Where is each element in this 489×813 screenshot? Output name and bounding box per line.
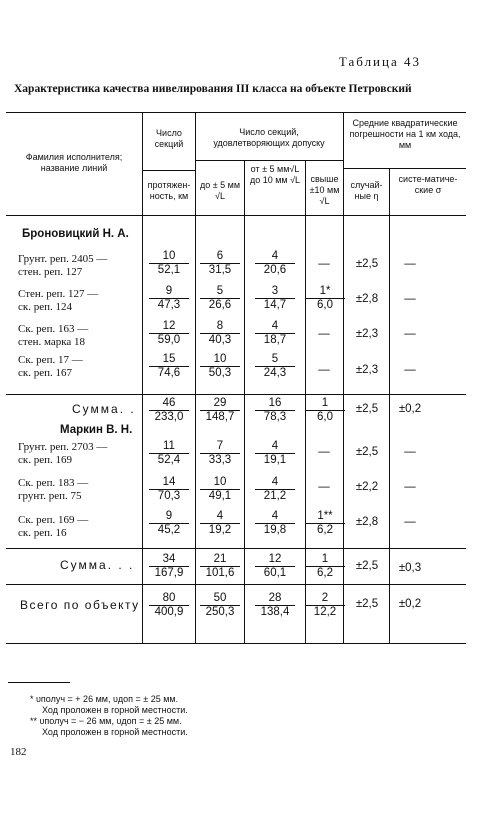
random-error: ±2,5 <box>355 403 379 415</box>
header-up-to-5: до ± 5 мм √L <box>199 180 241 201</box>
5-to-10-fraction: $\frac{3}{14,7}$ <box>255 285 295 312</box>
random-error: ±2,5 <box>355 560 379 572</box>
random-error: ±2,5 <box>355 258 379 270</box>
5-to-10-fraction: $\frac{28}{138,4}$ <box>255 592 295 619</box>
total-rule <box>6 584 466 585</box>
header-bottom-rule <box>6 215 466 216</box>
5-to-10-fraction: $\frac{4}{20,6}$ <box>255 250 295 277</box>
systematic-error: — <box>404 446 416 458</box>
up-to-5-fraction: $\frac{10}{50,3}$ <box>200 353 240 380</box>
header-random: случай-ные η <box>350 180 383 201</box>
systematic-error: — <box>404 328 416 340</box>
5-to-10-fraction: $\frac{4}{19,8}$ <box>255 510 295 537</box>
5-to-10-fraction: $\frac{4}{19,1}$ <box>255 440 295 467</box>
header-5-to-10: от ± 5 мм√L до 10 мм √L <box>249 164 301 185</box>
sections-fraction: $\frac{15}{74,6}$ <box>149 353 189 380</box>
systematic-error: — <box>404 293 416 305</box>
over-10-fraction: $\frac{1}{6,2}$ <box>305 553 345 580</box>
random-error: ±2,8 <box>355 516 379 528</box>
col-rule-3 <box>244 160 245 643</box>
line-name: Ск. реп. 17 — ск. реп. 167 <box>18 354 83 379</box>
sum-label: Сумма. . . <box>60 558 135 572</box>
line-name: Ск. реп. 183 — грунт. реп. 75 <box>18 477 89 502</box>
sum-label: Сумма. . <box>72 402 136 416</box>
over-10-value: — <box>318 328 330 340</box>
sum2-rule <box>6 548 466 549</box>
over-10-fraction: $\frac{2}{12,2}$ <box>305 592 345 619</box>
sections-fraction: $\frac{12}{59,0}$ <box>149 320 189 347</box>
header-rule-meansq <box>343 168 466 169</box>
table-label: Таблица 43 <box>338 54 421 69</box>
up-to-5-fraction: $\frac{8}{40,3}$ <box>200 320 240 347</box>
systematic-error: — <box>404 516 416 528</box>
up-to-5-fraction: $\frac{29}{148,7}$ <box>200 397 240 424</box>
up-to-5-fraction: $\frac{4}{19,2}$ <box>200 510 240 537</box>
5-to-10-fraction: $\frac{4}{21,2}$ <box>255 476 295 503</box>
header-rule-satisfying <box>195 160 343 161</box>
sections-fraction: $\frac{34}{167,9}$ <box>149 553 189 580</box>
line-name: Ск. реп. 169 — ск. реп. 16 <box>18 514 89 539</box>
header-satisfying: Число секций, удовлетворяющих допуску <box>213 127 325 148</box>
group-name: Броновицкий Н. А. <box>22 228 129 240</box>
over-10-fraction: $\frac{1*}{6,0}$ <box>305 285 345 312</box>
over-10-value: — <box>318 258 330 270</box>
sections-fraction: $\frac{80}{400,9}$ <box>149 592 189 619</box>
group-name: Маркин В. Н. <box>60 424 133 436</box>
table-title: Характеристика качества нивелирования III класса на объекте Петровский <box>14 83 412 95</box>
total-label: Всего по объекту <box>20 598 140 612</box>
5-to-10-fraction: $\frac{16}{78,3}$ <box>255 397 295 424</box>
col-rule-1 <box>142 112 143 643</box>
table-top-rule <box>6 112 466 113</box>
sections-fraction: $\frac{14}{70,3}$ <box>149 476 189 503</box>
systematic-error: ±0,3 <box>398 562 422 574</box>
sections-fraction: $\frac{46}{233,0}$ <box>149 397 189 424</box>
over-10-value: — <box>318 364 330 376</box>
line-name: Грунт. реп. 2703 — ск. реп. 169 <box>18 441 108 466</box>
sections-fraction: $\frac{11}{52,4}$ <box>149 440 189 467</box>
up-to-5-fraction: $\frac{10}{49,1}$ <box>200 476 240 503</box>
over-10-value: — <box>318 481 330 493</box>
random-error: ±2,3 <box>355 364 379 376</box>
systematic-error: ±0,2 <box>398 403 422 415</box>
header-mean-sq: Средние квадратические погрешности на 1 км хода, мм <box>349 118 461 150</box>
up-to-5-fraction: $\frac{6}{31,5}$ <box>200 250 240 277</box>
up-to-5-fraction: $\frac{50}{250,3}$ <box>200 592 240 619</box>
sections-fraction: $\frac{9}{47,3}$ <box>149 285 189 312</box>
sections-fraction: $\frac{9}{45,2}$ <box>149 510 189 537</box>
header-over-10: свыше ±10 мм √L <box>309 174 340 206</box>
col-rule-2 <box>195 112 196 643</box>
5-to-10-fraction: $\frac{4}{18,7}$ <box>255 320 295 347</box>
table-bottom-rule <box>6 643 466 644</box>
over-10-fraction: $\frac{1**}{6,2}$ <box>305 510 345 537</box>
systematic-error: — <box>404 258 416 270</box>
line-name: Грунт. реп. 2405 — стен. реп. 127 <box>18 253 108 278</box>
footnote-1-note: Ход проложен в горной местности. <box>42 705 188 715</box>
systematic-error: — <box>404 364 416 376</box>
header-sections-count: Число секций <box>154 128 184 149</box>
line-name: Стен. реп. 127 — ск. реп. 124 <box>18 288 99 313</box>
header-rule-sections <box>142 170 195 171</box>
random-error: ±2,3 <box>355 328 379 340</box>
sum1-rule <box>6 394 466 395</box>
header-systematic: систе-матиче-ские σ <box>398 174 458 195</box>
5-to-10-fraction: $\frac{12}{60,1}$ <box>255 553 295 580</box>
random-error: ±2,8 <box>355 293 379 305</box>
up-to-5-fraction: $\frac{21}{101,6}$ <box>200 553 240 580</box>
systematic-error: — <box>404 481 416 493</box>
header-length: протяжен-ность, км <box>147 180 191 201</box>
random-error: ±2,2 <box>355 481 379 493</box>
page-number: 182 <box>10 746 27 758</box>
line-name: Ск. реп. 163 — стен. марка 18 <box>18 323 89 348</box>
footnote-2-note: Ход проложен в горной местности. <box>42 727 188 737</box>
footnote-1: * υполуч = + 26 мм, υдоп = ± 25 мм. <box>30 694 179 704</box>
random-error: ±2,5 <box>355 598 379 610</box>
up-to-5-fraction: $\frac{7}{33,3}$ <box>200 440 240 467</box>
sections-fraction: $\frac{10}{52,1}$ <box>149 250 189 277</box>
systematic-error: ±0,2 <box>398 598 422 610</box>
random-error: ±2,5 <box>355 446 379 458</box>
footnote-rule <box>8 682 70 683</box>
header-name-col: Фамилия исполнителя; название линий <box>25 152 123 173</box>
over-10-fraction: $\frac{1}{6,0}$ <box>305 397 345 424</box>
5-to-10-fraction: $\frac{5}{24,3}$ <box>255 353 295 380</box>
up-to-5-fraction: $\frac{5}{26,6}$ <box>200 285 240 312</box>
over-10-value: — <box>318 446 330 458</box>
footnote-2: ** υполуч = − 26 мм, υдоп = ± 25 мм. <box>30 716 182 726</box>
